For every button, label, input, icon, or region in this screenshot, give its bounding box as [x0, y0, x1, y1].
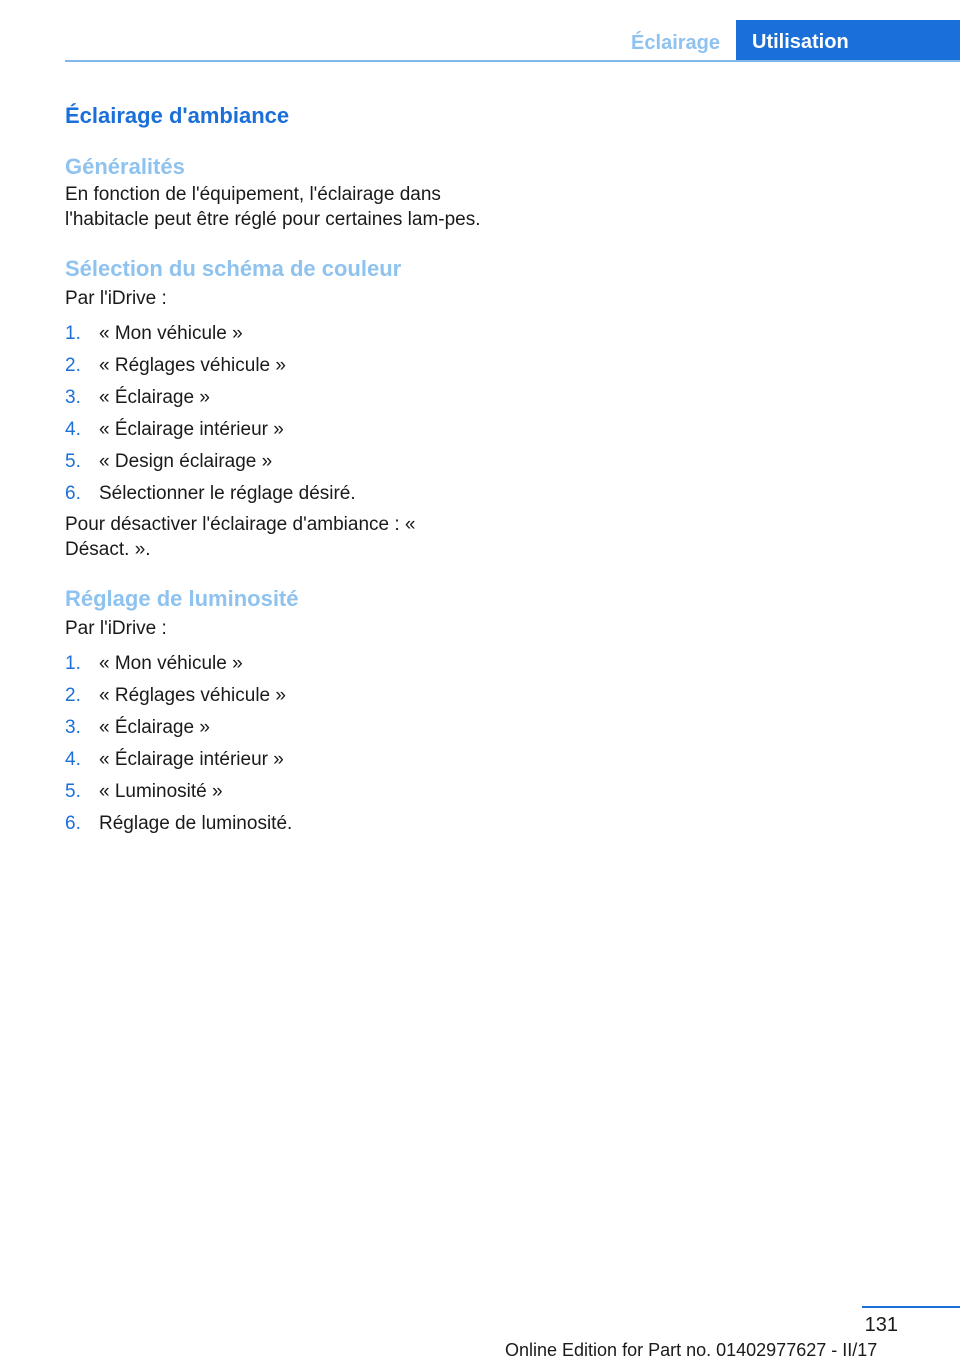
list-item [65, 776, 485, 808]
footer-divider [862, 1306, 960, 1308]
list-item [65, 414, 485, 446]
edition-note: Online Edition for Part no. 01402977627 - II/17 [505, 1340, 878, 1360]
header-chapter-tab: Utilisation [736, 20, 960, 62]
step-text: « Éclairage intérieur » [99, 419, 284, 440]
step-number: 2. [65, 685, 81, 706]
step-number: 5. [65, 781, 81, 802]
step-text: « Mon véhicule » [99, 653, 243, 674]
main-content [65, 100, 485, 840]
heading-color-scheme: Sélection du schéma de couleur [65, 256, 402, 281]
page-number: 131 [864, 1314, 898, 1336]
step-text: Réglage de luminosité. [99, 813, 293, 834]
step-text: « Luminosité » [99, 781, 223, 802]
step-number: 1. [65, 323, 81, 344]
step-number: 2. [65, 355, 81, 376]
step-text: « Éclairage » [99, 387, 210, 408]
step-number: 6. [65, 483, 81, 504]
list-item [65, 808, 485, 840]
step-number: 4. [65, 749, 81, 770]
step-text: Sélectionner le réglage désiré. [99, 483, 356, 504]
step-text: « Éclairage intérieur » [99, 749, 284, 770]
page-title: Éclairage d'ambiance [65, 103, 290, 128]
list-item [65, 648, 485, 680]
list-item [65, 744, 485, 776]
heading-general: Généralités [65, 154, 185, 179]
list-item [65, 350, 485, 382]
step-text: « Design éclairage » [99, 451, 273, 472]
list-item [65, 382, 485, 414]
heading-brightness: Réglage de luminosité [65, 586, 299, 611]
step-number: 6. [65, 813, 81, 834]
step-number: 1. [65, 653, 81, 674]
general-text: En fonction de l'équipement, l'éclairage dans l'habitacle peut être réglé pour certaines lam-pes. [65, 184, 481, 230]
deactivate-text: Pour désactiver l'éclairage d'ambiance : « Désact. ». [65, 514, 416, 560]
step-number: 3. [65, 387, 81, 408]
step-text: « Réglages véhicule » [99, 355, 286, 376]
step-text: « Réglages véhicule » [99, 685, 286, 706]
step-text: « Mon véhicule » [99, 323, 243, 344]
list-item [65, 446, 485, 478]
header-divider [65, 60, 960, 62]
step-number: 3. [65, 717, 81, 738]
step-text: « Éclairage » [99, 717, 210, 738]
brightness-steps [65, 648, 485, 840]
brightness-intro: Par l'iDrive : [65, 618, 167, 639]
list-item [65, 478, 485, 510]
step-number: 5. [65, 451, 81, 472]
color-scheme-steps [65, 318, 485, 510]
list-item [65, 318, 485, 350]
list-item [65, 680, 485, 712]
header-section-title: Éclairage [631, 32, 720, 54]
step-number: 4. [65, 419, 81, 440]
list-item [65, 712, 485, 744]
color-scheme-intro: Par l'iDrive : [65, 288, 167, 309]
